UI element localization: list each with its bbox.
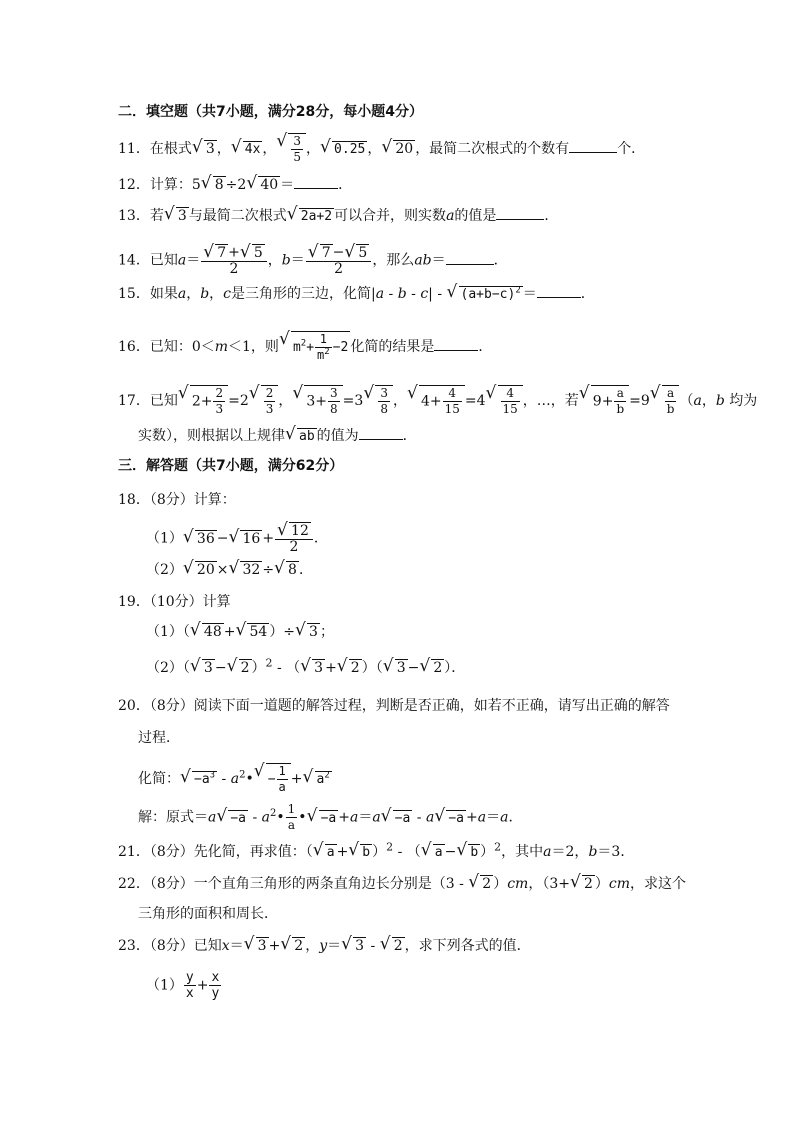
question-15: 15．如果a，b，c是三角形的三边，化简|a - b - c| - √ $(a+b-c)^2$ ＝ ．	[118, 283, 595, 304]
question-14: 14．已知a＝ √ $\frac{7 +√ 5}{2}$ ，b＝ √ $\frac{7 -√ 5}{2}$ ，那么ab＝ ．	[118, 244, 508, 277]
question-22: 22．（8分）一个直角三角形的两条直角边长分别是（3 - √ 2 ）cm，（3+√ 2 ）cm，求这个	[118, 874, 686, 894]
question-19-part2: （2）（√ 3 −√ 2 ）$^2$ - （√ 3 +√ 2 ）（√ 3 −√ 2 ）．	[146, 658, 465, 678]
question-23: 23．（8分）已知x＝√ 3 +√ 2 ，y＝√ 3 - √ 2 ，求下列各式的值．	[118, 936, 531, 956]
question-18-part2: （2）√ 20 ×√ 32 ÷√ 8 ．	[146, 560, 313, 580]
question-18-part1: （1）√ 36 −√ 16 + √ $\frac{12}{2}$ ．	[146, 522, 328, 555]
question-19: 19．（10分）计算	[118, 594, 231, 610]
answer-blank[interactable]	[359, 425, 403, 440]
answer-blank[interactable]	[496, 205, 544, 220]
question-18: 18．（8分）计算：	[118, 492, 236, 508]
question-21: 21．（8分）先化简，再求值：（√ a +√ b ）$^2$ - （√ a −√ b ）$^2$，其中a＝2，b＝3．	[118, 842, 634, 862]
question-17: 17．已知√ 2+ $\frac{2}{3}$ =2 √ $\frac{2}{3}$ ，√ 3+ $\frac{3}{8}$ =3 √ $\frac{3}{8}$ ，√ 4+ $\frac{4}{15}$ =4 √ $\frac{4}{15}$ ，…，若√ 9+ $\frac{a}{b}$ =9 √ $\frac{a}{b}$ （a，b 均为	[118, 385, 757, 417]
question-16: 16．已知：0＜m＜1，则√ $m^2+$ $\frac{1}{m^2}$ −2 化简的结果是 ．	[118, 331, 492, 363]
answer-blank[interactable]	[537, 283, 581, 298]
question-19-part1: （1）（√ 48 +√ 54 ）÷√ 3 ；	[146, 622, 334, 642]
answer-blank[interactable]	[294, 174, 338, 189]
question-23-part1: （1） $\frac{y}{x}$ + $\frac{x}{y}$	[146, 970, 220, 1001]
radical: √ 3	[193, 139, 217, 159]
question-22-line2: 三角形的面积和周长．	[138, 906, 278, 922]
question-11: 11．在根式√ 3 ，√ 4x ， √ $\frac{3}{5}$ ，√ 0.25 ，√ 20 ，最简二次根式的个数有 个．	[118, 133, 645, 165]
question-20-solution: 解：原式$=a√ -a - a^2•$ $\frac{1}{a}$ •√ −a +a＝a√ −a - a√ −a +a＝a．	[138, 802, 522, 833]
question-20-expression: 化简：√ $-a^3$ - $a^2•√$ − $\frac{1}{a}$ +√ $a^2$	[138, 763, 332, 795]
question-20-line2: 过程．	[138, 730, 180, 746]
question-13: 13．若√ 3 与最简二次根式√ 2a+2 可以合并，则实数a的值是 ．	[118, 205, 558, 226]
section-heading-fill-in: 二．填空题（共7小题，满分28分，每小题4分）	[118, 104, 423, 120]
answer-blank[interactable]	[569, 138, 617, 153]
question-20: 20．（8分）阅读下面一道题的解答过程，判断是否正确，如若不正确，请写出正确的解答	[118, 698, 670, 714]
section-heading-answer: 三．解答题（共7小题，满分62分）	[118, 458, 344, 474]
answer-blank[interactable]	[446, 250, 494, 265]
answer-blank[interactable]	[434, 336, 478, 351]
question-12: 12．计算：5√ 8 ÷2√ 40 ＝ ．	[118, 174, 352, 195]
question-17-line2: 实数），则根据以上规律√ ab 的值为 ．	[138, 425, 417, 446]
